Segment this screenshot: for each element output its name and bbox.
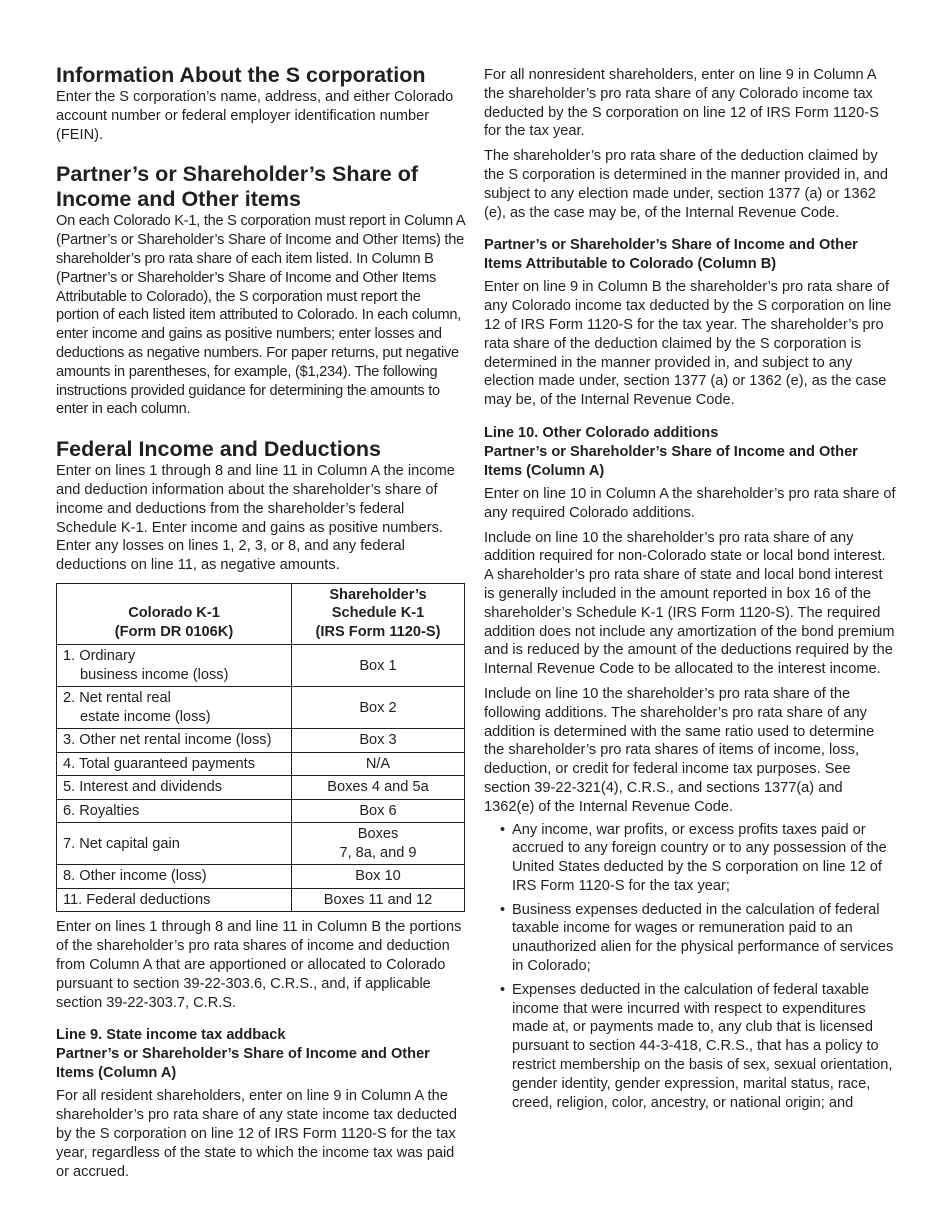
line10-text-2: Include on line 10 the shareholder’s pro rata share of any addition required for non-Colorado state or local bond interest. A shareholder’s pro rata share of state and local bond interest is generally included in the amount reported in box 16 of the shareholder’s Schedule K-1 (IRS Form 1120-S). The required addition does not include any amortization of the bond premium and is reduced by the amount of the deductions required by the Internal Revenue Code to be allocated to the interest income. xyxy=(484,529,895,678)
line10-text-1: Enter on line 10 in Column A the shareholder’s pro rata share of any required Colorado additions. xyxy=(484,485,896,521)
table-row: 8. Other income (loss) Box 10 xyxy=(57,865,465,889)
bullet-icon: • xyxy=(500,981,506,998)
left-column xyxy=(56,63,465,1181)
line9-resident-text: For all resident shareholders, enter on line 9 in Column A the shareholder’s pro rata share of any state income tax deducted by the S corporation on line 12 of IRS Form 1120-S for the tax year, regardless of the state to which the income tax was paid or accrued. xyxy=(56,1088,458,1180)
line10-subheading: Partner’s or Shareholder’s Share of Income and Other Items (Column A) xyxy=(484,443,858,479)
line10-text-3: Include on line 10 the shareholder’s pro rata share of the following additions. The shareholder’s pro rata share of any addition is determined with the same ratio used to determine the shareholder’s pro rata shares of items of income, loss, deduction, or credit for federal income tax purposes. See section 39-22-321(4), C.R.S., and sections 1377(a) and 1362(e) of the Internal Revenue Code. xyxy=(484,685,875,815)
table-row: 5. Interest and dividends Boxes 4 and 5a xyxy=(57,776,465,800)
s-corp-info-text: Enter the S corporation’s name, address, and either Colorado account number or federal employer identification number (FEIN). xyxy=(56,89,454,143)
k1-crosswalk-table xyxy=(56,583,465,913)
s-corp-info-heading: Information About the S corporation xyxy=(56,63,426,87)
right-column xyxy=(484,66,896,1117)
bullet-icon: • xyxy=(500,821,506,838)
table-row: 4. Total guaranteed payments N/A xyxy=(57,752,465,776)
nonresident-text: For all nonresident shareholders, enter on line 9 in Column A the shareholder’s pro rata share of any Colorado income tax deducted by the S corporation on line 12 of IRS Form 1120-S for the tax year. xyxy=(484,67,879,140)
column-b-text: Enter on lines 1 through 8 and line 11 in Column B the portions of the shareholder’s pro rata shares of income and deduction from Column A that are apportioned or allocated to Colorado pursuant to section 39-22-303.6, C.R.S., and, if applicable section 39-22-303.7, C.R.S. xyxy=(56,919,462,1011)
table-row: 1. Ordinary business income (loss) Box 1 xyxy=(57,645,465,687)
list-item: • Expenses deducted in the calculation of federal taxable income that were incurred with respect to expenditures made at, or payments made to, any club that is licensed pursuant to section 44-3-418, C.R.S., that has a policy to restrict membership on the basis of sex, sexual orientation, gender identity, gender expression, marital status, race, creed, religion, color, ancestry, or national origin; and xyxy=(500,981,893,1111)
line9-heading: Line 9. State income tax addback xyxy=(56,1027,286,1044)
table-row: 7. Net capital gain Boxes 7, 8a, and 9 xyxy=(57,823,465,865)
table-row: 3. Other net rental income (loss) Box 3 xyxy=(57,729,465,753)
column-b-heading: Partner’s or Shareholder’s Share of Income and Other Items Attributable to Colorado (Column B) xyxy=(484,237,858,273)
list-item: • Business expenses deducted in the calculation of federal taxable income for wages or remuneration paid to an unauthorized alien for the physical performance of services in Colorado; xyxy=(500,901,894,975)
table-row: 6. Royalties Box 6 xyxy=(57,799,465,823)
share-income-text: On each Colorado K-1, the S corporation must report in Column A (Partner’s or Shareholder’s Share of Income and Other Items) the shareholder’s pro rata share of each item listed. In Column B (Partner’s or Shareholder’s Share of Income and Other Items Attributable to Colorado), the S corporation must report the portion of each listed item attributed to Colorado. In each column, enter income and gains as positive numbers; enter losses and deductions as negative numbers. For paper returns, put negative amounts in parentheses, for example, ($1,234). The following instructions provided guidance for determining the amounts to enter in each column. xyxy=(56,213,465,418)
additions-list xyxy=(484,821,896,1113)
line10-heading: Line 10. Other Colorado additions xyxy=(484,424,719,441)
table-header-row xyxy=(57,583,465,645)
bullet-icon: • xyxy=(500,901,506,918)
header-colorado-k1: Colorado K-1 (Form DR 0106K) xyxy=(57,583,292,645)
pro-rata-text: The shareholder’s pro rata share of the deduction claimed by the S corporation is determined in the manner provided in, and subject to any election made under, section 1377 (a) or 1362 (e), as the case may be, of the Internal Revenue Code. xyxy=(484,148,889,221)
header-shareholder-k1: Shareholder’s Schedule K-1 (IRS Form 1120-S) xyxy=(292,583,465,645)
table-row: 2. Net rental real estate income (loss) Box 2 xyxy=(57,687,465,729)
line9-subheading: Partner’s or Shareholder’s Share of Income and Other Items (Column A) xyxy=(56,1046,430,1082)
federal-income-heading: Federal Income and Deductions xyxy=(56,437,381,462)
federal-income-text: Enter on lines 1 through 8 and line 11 in Column A the income and deduction information about the shareholder’s share of income and deductions from the shareholder’s federal Schedule K-1. Enter income and gains as positive numbers. Enter any losses on lines 1, 2, 3, or 8, and any federal deductions on line 11, as negative amounts. xyxy=(56,463,455,574)
share-income-heading: Partner’s or Shareholder’s Share of Income and Other items xyxy=(56,162,419,212)
table-row: 11. Federal deductions Boxes 11 and 12 xyxy=(57,888,465,912)
list-item: • Any income, war profits, or excess profits taxes paid or accrued to any foreign country or to any possession of the United States deducted by the S corporation on line 12 of IRS Form 1120-S for the tax year; xyxy=(500,821,887,894)
column-b-line9-text: Enter on line 9 in Column B the shareholder’s pro rata share of any Colorado income tax deducted by the S corporation on line 12 of IRS Form 1120-S for the tax year. The shareholder’s pro rata share of the deduction claimed by the S corporation is determined in the manner provided in, and subject to any election made under, section 1377 (a) or 1362 (e), as the case may be, of the Internal Revenue Code. xyxy=(484,279,892,409)
